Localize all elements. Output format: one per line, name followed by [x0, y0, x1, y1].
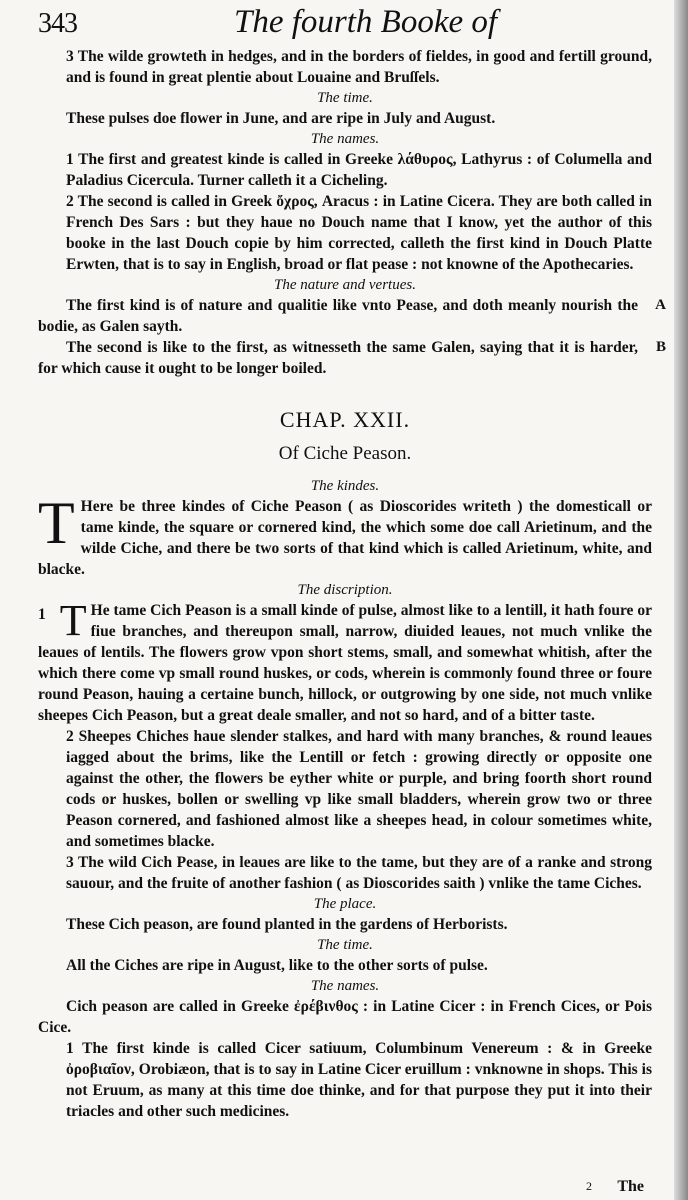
drop-capital: T [38, 490, 75, 556]
page-header [38, 6, 652, 46]
paragraph-name-1: 1 The first and greatest kinde is called in Greeke λάθυρος, Lathyrus : of Columella and Paladius Cicercula. Turner calleth it a Cicheling. [66, 151, 652, 189]
signature-mark: 2 [586, 1179, 592, 1193]
heading-time-2: The time. [317, 937, 373, 953]
drop-capital-2: T [59, 596, 87, 645]
paragraph-discription-1-text: He tame Cich Peason is a small kinde of pulse, almost like to a lentill, it hath foure or fiue branches, and thereupon small, narrow, diuided leaues, not much vnlike the leaues of lentils. The flowers grow vpon short stems, small, and somewhat whitish, after the which there come vp small round huskes, or cods, wherein is commonly found three or foure round Peason, hauing a certaine bunch, hillock, or outgrowing by one side, not much vnlike sheepes Cich Peason, but a great deale smaller, and not so hard, and of a bitter taste. [38, 602, 652, 724]
heading-nature-vertues: The nature and vertues. [274, 277, 416, 293]
catchword: The [617, 1178, 644, 1195]
paragraph-time-2: All the Ciches are ripe in August, like to the other sorts of pulse. [66, 957, 488, 974]
paragraph-discription-3: 3 The wild Cich Pease, in leaues are like to the tame, but they are of a ranke and strong sauour, and the fruite of another fashion ( as Dioscorides saith ) vnlike the tame Ciches. [66, 854, 652, 892]
running-title: The fourth Booke of [234, 4, 498, 40]
paragraph-kindes [38, 490, 652, 580]
chapter-number: CHAP. XXII. [279, 407, 411, 432]
paragraph-wild-growth: 3 The wilde growteth in hedges, and in the borders of fieldes, in good and fertill ground, and is found in great plentie about Louaine and Bruſſels. [66, 48, 652, 86]
margin-letter-a: A [655, 297, 666, 313]
paragraph-names-2-item-1: 1 The first kinde is called Cicer satiuum, Columbinum Venereum : & in Greeke ὀροβιαῖον, Orobiæon, that is to say in Latine Cicer eruillum : vnknowne in shops. This is not Eruum, as many at this time doe thinke, and for that purpose they put it into their triacles and other such medicines. [66, 1040, 652, 1120]
page-number: 343 [38, 8, 77, 39]
margin-letter-b: B [655, 339, 666, 355]
paragraph-names-2: Cich peason are called in Greeke ἐρέβινθος : in Latine Cicer : in French Cices, or Pois Cice. [38, 998, 652, 1036]
paragraph-place: These Cich peason, are found planted in the gardens of Herborists. [66, 916, 508, 933]
paragraph-discription-1 [38, 596, 652, 726]
paragraph-time: These pulses doe flower in June, and are ripe in July and August. [66, 110, 496, 127]
paragraph-name-2: 2 The second is called in Greek ὄχρος, Aracus : in Latine Cicera. They are both called in French Des Sars : but they haue no Douch name that I know, yet the author of this booke in the last Douch copie by him corrected, calleth the first kind in Douch Platte Erwten, that is to say in English, broad or flat pease : not knowne of the Apothecaries. [66, 193, 652, 273]
chapter-title: Of Ciche Peason. [278, 443, 412, 464]
heading-kindes: The kindes. [310, 478, 380, 494]
paragraph-vertue-1: The first kind is of nature and qualitie like vnto Pease, and doth meanly nourish the bodie, as Galen sayth. [38, 297, 638, 335]
paragraph-vertue-2: The second is like to the first, as witnesseth the same Galen, saying that it is harder, for which cause it ought to be longer boiled. [38, 339, 638, 377]
heading-time: The time. [317, 90, 373, 106]
item-number: 1 [38, 606, 46, 623]
heading-place: The place. [313, 896, 377, 912]
heading-names: The names. [310, 131, 380, 147]
heading-names-2: The names. [310, 978, 380, 994]
heading-discription: The discription. [297, 582, 393, 598]
paragraph-kindes-text: Here be three kindes of Ciche Peason ( as Dioscorides writeth ) the domesticall or tame kinde, the square or cornered kind, the which some doe call Arietinum, and the wilde Ciche, and there be two sorts of that kind which is called Arietinum, white, and blacke. [38, 498, 652, 578]
page-edge-shadow [674, 0, 688, 1200]
paragraph-discription-2: 2 Sheepes Chiches haue slender stalkes, and hard with many branches, & round leaues iagged about the brims, like the Lentill or fetch : growing directly or opposite one against the other, the flowers be eyther white or purple, and bring foorth short round cods or huskes, bollen or swelling vp like small bladders, wherein grow two or three Peason cornered, and fashioned almost like a sheepes head, in colour sometimes white, and sometimes blacke. [66, 728, 652, 850]
